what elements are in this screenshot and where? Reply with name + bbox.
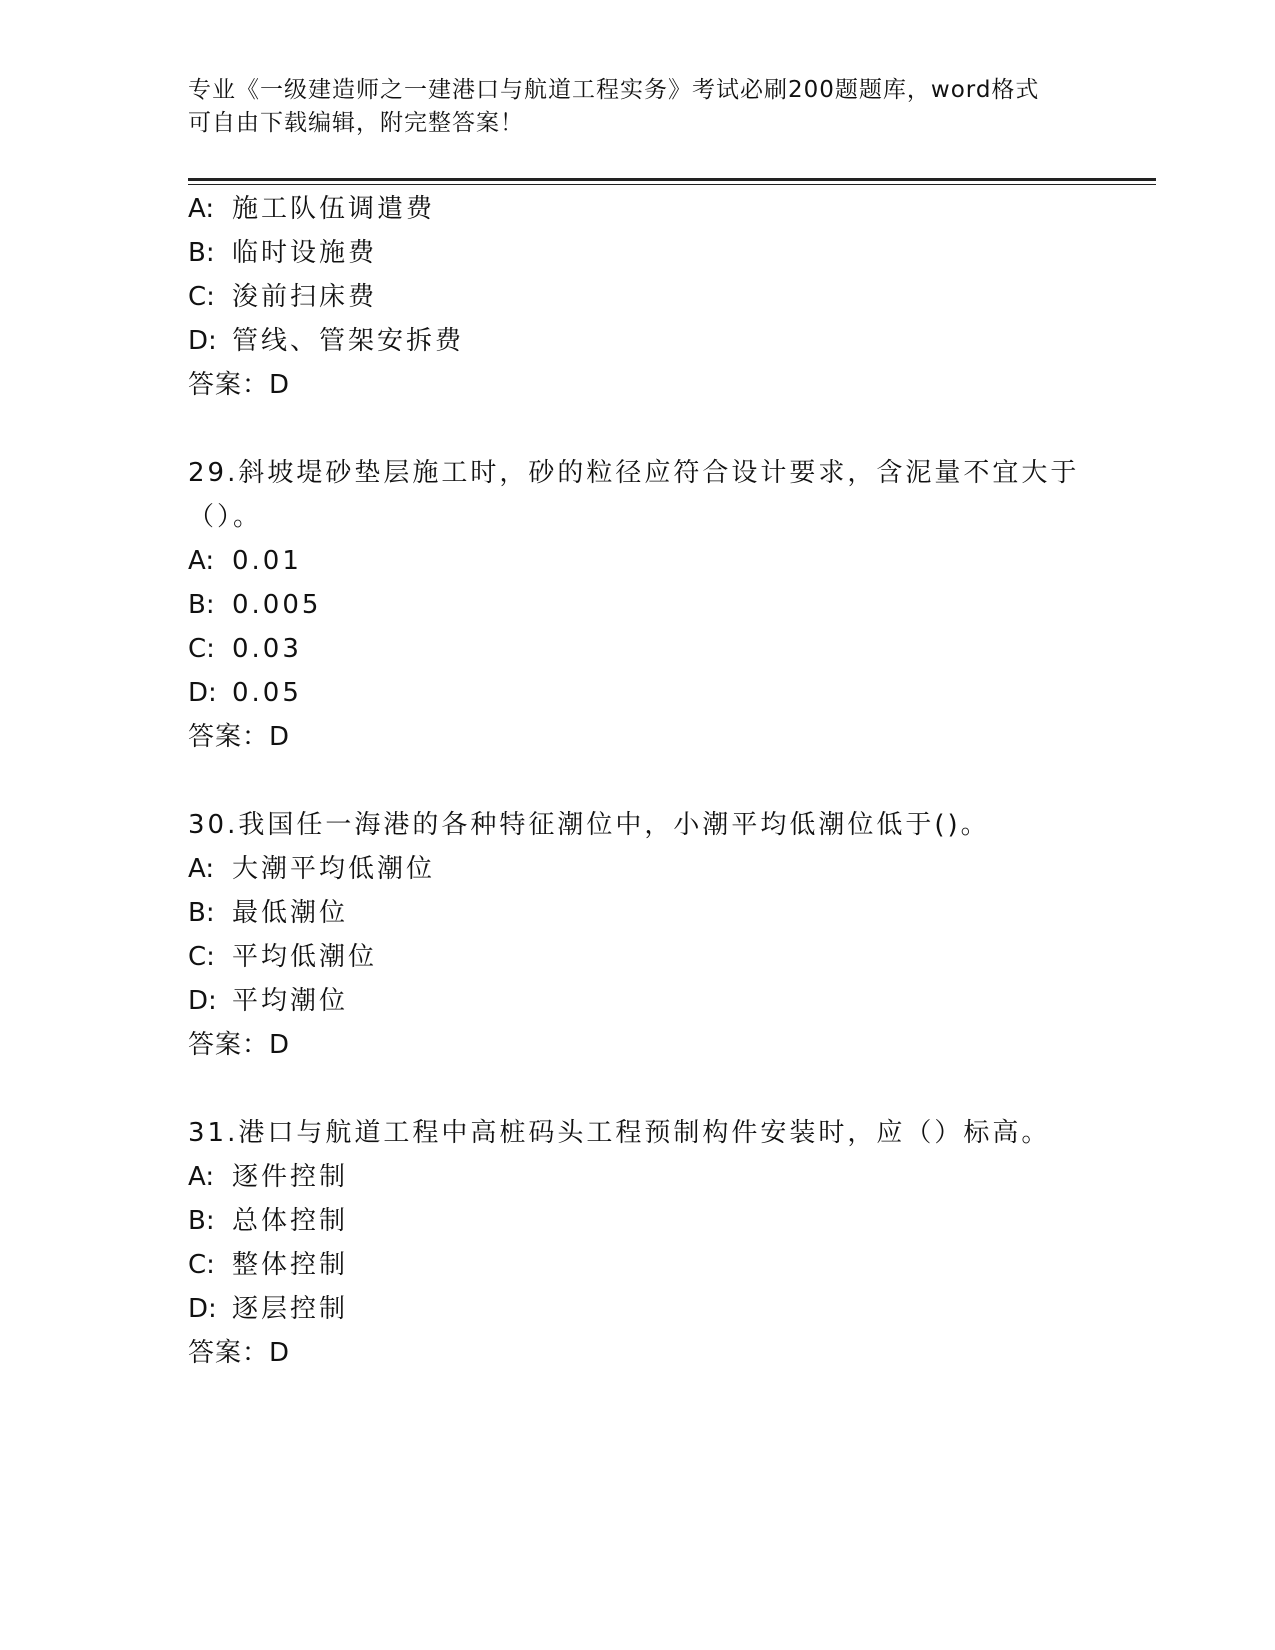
header-divider-thick [188,178,1156,181]
q29-answer: 答案：D [188,722,291,752]
q30-option-a: A: 大潮平均低潮位 [188,854,436,884]
header-divider-thin [188,184,1156,185]
header-line-1: 专业《一级建造师之一建港口与航道工程实务》考试必刷200题题库，word格式 [188,77,1040,103]
q30-option-d: D: 平均潮位 [188,986,349,1016]
q31-answer: 答案：D [188,1338,291,1368]
q30-option-b: B: 最低潮位 [188,898,349,928]
q29-stem-line-2: （）。 [188,502,263,532]
q29-option-c: C: 0.03 [188,634,302,664]
q31-option-a: A: 逐件控制 [188,1162,349,1192]
q28-option-c: C: 浚前扫床费 [188,282,378,312]
q29-option-a: A: 0.01 [188,546,302,576]
q29-option-d: D: 0.05 [188,678,302,708]
q28-answer: 答案：D [188,370,291,400]
q29-option-b: B: 0.005 [188,590,322,620]
q31-option-b: B: 总体控制 [188,1206,349,1236]
q30-stem: 30.我国任一海港的各种特征潮位中，小潮平均低潮位低于()。 [188,810,990,840]
q31-stem: 31.港口与航道工程中高桩码头工程预制构件安装时，应（）标高。 [188,1118,1051,1148]
page-header [188,74,1088,140]
q31-option-d: D: 逐层控制 [188,1294,349,1324]
q28-option-d: D: 管线、管架安拆费 [188,326,465,356]
header-line-2: 可自由下载编辑，附完整答案！ [188,110,524,136]
q28-option-a: A: 施工队伍调遣费 [188,194,436,224]
q29-stem-line-1: 29.斜坡堤砂垫层施工时，砂的粒径应符合设计要求，含泥量不宜大于 [188,458,1080,488]
q30-answer: 答案：D [188,1030,291,1060]
q30-option-c: C: 平均低潮位 [188,942,378,972]
q31-option-c: C: 整体控制 [188,1250,349,1280]
q28-option-b: B: 临时设施费 [188,238,378,268]
